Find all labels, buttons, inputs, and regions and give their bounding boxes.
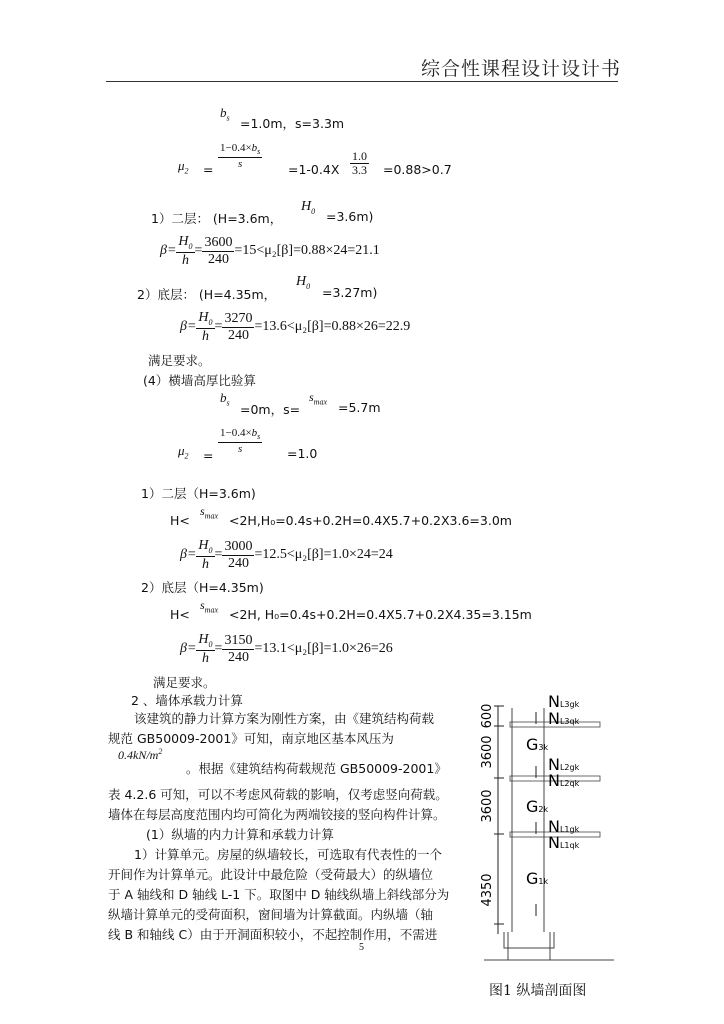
para-line-8: 开间作为计算单元。此设计中最危险（受荷最大）的纵墙位 <box>108 867 434 882</box>
second-floor-h0-calc: <2H,H₀=0.4s+0.2H=0.4X5.7+0.2X3.6=3.0m <box>229 513 512 528</box>
h0-symbol-1: $H_0$ <box>301 199 316 216</box>
para-line-11: 线 B 和轴线 C）由于开洞面积较小，不起控制作用，不需进 <box>108 927 438 942</box>
section-2-heading: 2 、墙体承载力计算 <box>131 693 243 708</box>
smax-symbol-3: $s_{max}$ <box>200 598 218 615</box>
page-number: 5 <box>359 942 364 953</box>
wall-section-figure <box>474 694 624 974</box>
para-line-5: 墙体在每层高度范围内均可简化为两端铰接的竖向构件计算。 <box>108 807 446 822</box>
requirement-met-1: 满足要求。 <box>148 353 211 368</box>
smax-symbol-2: $s_{max}$ <box>200 504 218 521</box>
wind-pressure-unit: $0.4kN/m^2$ <box>118 747 163 762</box>
foundation-step <box>504 932 554 948</box>
dim-3600-upper: 3600 <box>480 735 495 769</box>
mu2-fraction: $\frac{1-0.4\times b_s}{s}$ <box>220 142 261 170</box>
smax-symbol-1: $s_{max}$ <box>309 390 327 407</box>
page-header-title: 综合性课程设计设计书 <box>421 58 622 80</box>
beta-formula-3: β= $\frac{H_0}{h}$ = $\frac{3000}{240}$ =12.5<μ₂[β]=1.0×24=24 <box>180 538 393 572</box>
ground-floor-h0: =3.27m) <box>322 285 378 300</box>
ground-floor-line-2: 2）底层（H=4.35m) <box>141 580 264 595</box>
beta-formula-1: β= $\frac{H_0}{h}$ = $\frac{3600}{240}$ =15<μ₂[β]=0.88×24=21.1 <box>160 234 380 268</box>
mu2-result: =0.88>0.7 <box>383 162 452 177</box>
mu2-symbol-2: $\mu_2$ <box>178 443 189 461</box>
dim-600: 600 <box>480 703 495 729</box>
para-line-10: 纵墙计算单元的受荷面积，窗间墙为计算截面。内纵墙（轴 <box>108 907 434 922</box>
g-1k-label: G1k <box>526 869 549 888</box>
n-l3gk-label: NL3gk <box>548 694 580 711</box>
dim-3600-lower: 3600 <box>480 789 495 823</box>
eq-sign: = <box>203 162 214 177</box>
line-bs-value: =1.0m，s=3.3m <box>240 116 345 131</box>
second-floor-line: 1）二层： (H=3.6m， <box>151 211 283 226</box>
bs-symbol: $b_s$ <box>220 105 230 123</box>
n-l1qk-label: NL1qk <box>548 833 580 852</box>
h-less-1: H< <box>170 513 190 528</box>
g-2k-label: G2k <box>526 797 549 816</box>
header-rule <box>106 81 618 82</box>
dim-4350: 4350 <box>480 873 495 907</box>
transverse-bs: =0m，s= <box>240 402 301 417</box>
requirement-met-2: 满足要求。 <box>153 675 216 690</box>
transverse-smax: =5.7m <box>338 400 381 415</box>
mu2-result-2: =1.0 <box>287 446 318 461</box>
figure-caption: 图1 纵墙剖面图 <box>489 983 587 999</box>
beta-formula-2: β= $\frac{H_0}{h}$ = $\frac{3270}{240}$ =13.6<μ₂[β]=0.88×26=22.9 <box>180 310 411 344</box>
para-line-2: 规范 GB50009-2001》可知，南京地区基本风压为 <box>108 731 394 746</box>
bs-symbol-2: $b_s$ <box>220 390 230 408</box>
second-floor-line-2: 1）二层（H=3.6m) <box>141 486 256 501</box>
g-3k-label: G3k <box>526 735 549 754</box>
para-line-9: 于 A 轴线和 D 轴线 L-1 下。取图中 D 轴线纵墙上斜线部分为 <box>108 887 450 902</box>
mu2-symbol: $\mu_2$ <box>178 158 189 176</box>
second-floor-h0: =3.6m) <box>326 209 374 224</box>
para-line-7: 1）计算单元。房屋的纵墙较长，可选取有代表性的一个 <box>134 847 442 862</box>
n-l2gk-label: NL2gk <box>548 755 580 774</box>
beta-formula-4: β= $\frac{H_0}{h}$ = $\frac{3150}{240}$ =13.1<μ₂[β]=1.0×26=26 <box>180 632 393 666</box>
para-line-6: (1）纵墙的内力计算和承载力计算 <box>146 827 334 842</box>
para-line-1: 该建筑的静力计算方案为刚性方案，由《建筑结构荷载 <box>134 711 435 726</box>
mu2-fraction-2: $\frac{1-0.4\times b_s}{s}$ <box>220 427 261 455</box>
mu2-numeric-fraction: $\frac{1.0}{3.3}$ <box>352 149 367 178</box>
eq-sign-2: = <box>203 448 214 463</box>
h-less-2: H< <box>170 607 190 622</box>
h0-symbol-2: $H_0$ <box>296 274 311 291</box>
para-line-3: 。根据《建筑结构荷载规范 GB50009-2001》 <box>186 761 447 776</box>
mu2-mid: =1-0.4X <box>288 162 340 177</box>
n-l2qk-label: NL2qk <box>548 771 580 790</box>
section-4-heading: (4）横墙高厚比验算 <box>143 373 256 388</box>
n-l3qk-label: NL3qk <box>548 709 580 728</box>
ground-floor-line: 2）底层： (H=4.35m， <box>137 287 277 302</box>
n-l1gk-label: NL1gk <box>548 817 580 836</box>
para-line-4: 表 4.2.6 可知，可以不考虑风荷载的影响，仅考虑竖向荷载。 <box>108 787 448 802</box>
ground-floor-h0-calc: <2H, H₀=0.4s+0.2H=0.4X5.7+0.2X4.35=3.15m <box>229 607 532 622</box>
